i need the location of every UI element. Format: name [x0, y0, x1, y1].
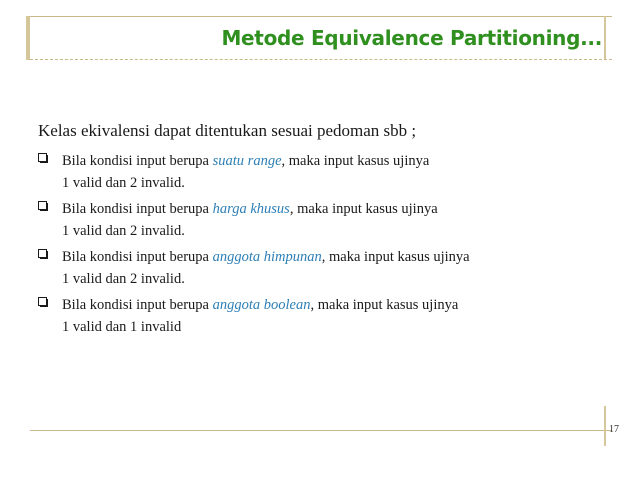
list-item [38, 246, 618, 290]
item-keyword: anggota boolean [212, 297, 311, 313]
item-result: 1 valid dan 2 invalid. [62, 175, 185, 191]
item-line [62, 246, 618, 268]
slide-title: Metode Equivalence Partitioning... [221, 26, 602, 50]
item-text: Bila kondisi input berupa [62, 297, 213, 313]
item-result: 1 valid dan 2 invalid. [62, 271, 185, 287]
item-keyword: suatu range [212, 153, 282, 169]
item-result: 1 valid dan 2 invalid. [62, 223, 185, 239]
square-bullet-icon [38, 201, 48, 211]
item-text: , maka input kasus ujinya [310, 297, 459, 313]
item-line [62, 294, 618, 316]
square-bullet-icon [38, 153, 48, 163]
left-accent-bar [26, 16, 30, 60]
footer-divider [30, 430, 612, 431]
right-accent-bar [604, 16, 606, 60]
page-number: 17 [609, 424, 619, 435]
item-result: 1 valid dan 1 invalid [62, 319, 182, 335]
item-text: Bila kondisi input berupa [62, 153, 213, 169]
item-keyword: anggota himpunan [212, 249, 322, 265]
item-text: , maka input kasus ujinya [321, 249, 470, 265]
slide-content [38, 120, 618, 342]
intro-text: Kelas ekivalensi dapat ditentukan sesuai pedoman sbb ; [38, 121, 417, 140]
item-line [62, 198, 618, 220]
item-text: , maka input kasus ujinya [281, 153, 430, 169]
item-text: Bila kondisi input berupa [62, 249, 213, 265]
item-text: , maka input kasus ujinya [289, 201, 438, 217]
title-divider [30, 59, 612, 60]
item-keyword: harga khusus [212, 201, 290, 217]
square-bullet-icon [38, 297, 48, 307]
list-item [38, 294, 618, 338]
list-item [38, 198, 618, 242]
footer-accent-bar [604, 406, 606, 446]
top-border-rule [26, 16, 612, 17]
list-item [38, 150, 618, 194]
item-text: Bila kondisi input berupa [62, 201, 213, 217]
square-bullet-icon [38, 249, 48, 259]
item-line [62, 150, 618, 172]
